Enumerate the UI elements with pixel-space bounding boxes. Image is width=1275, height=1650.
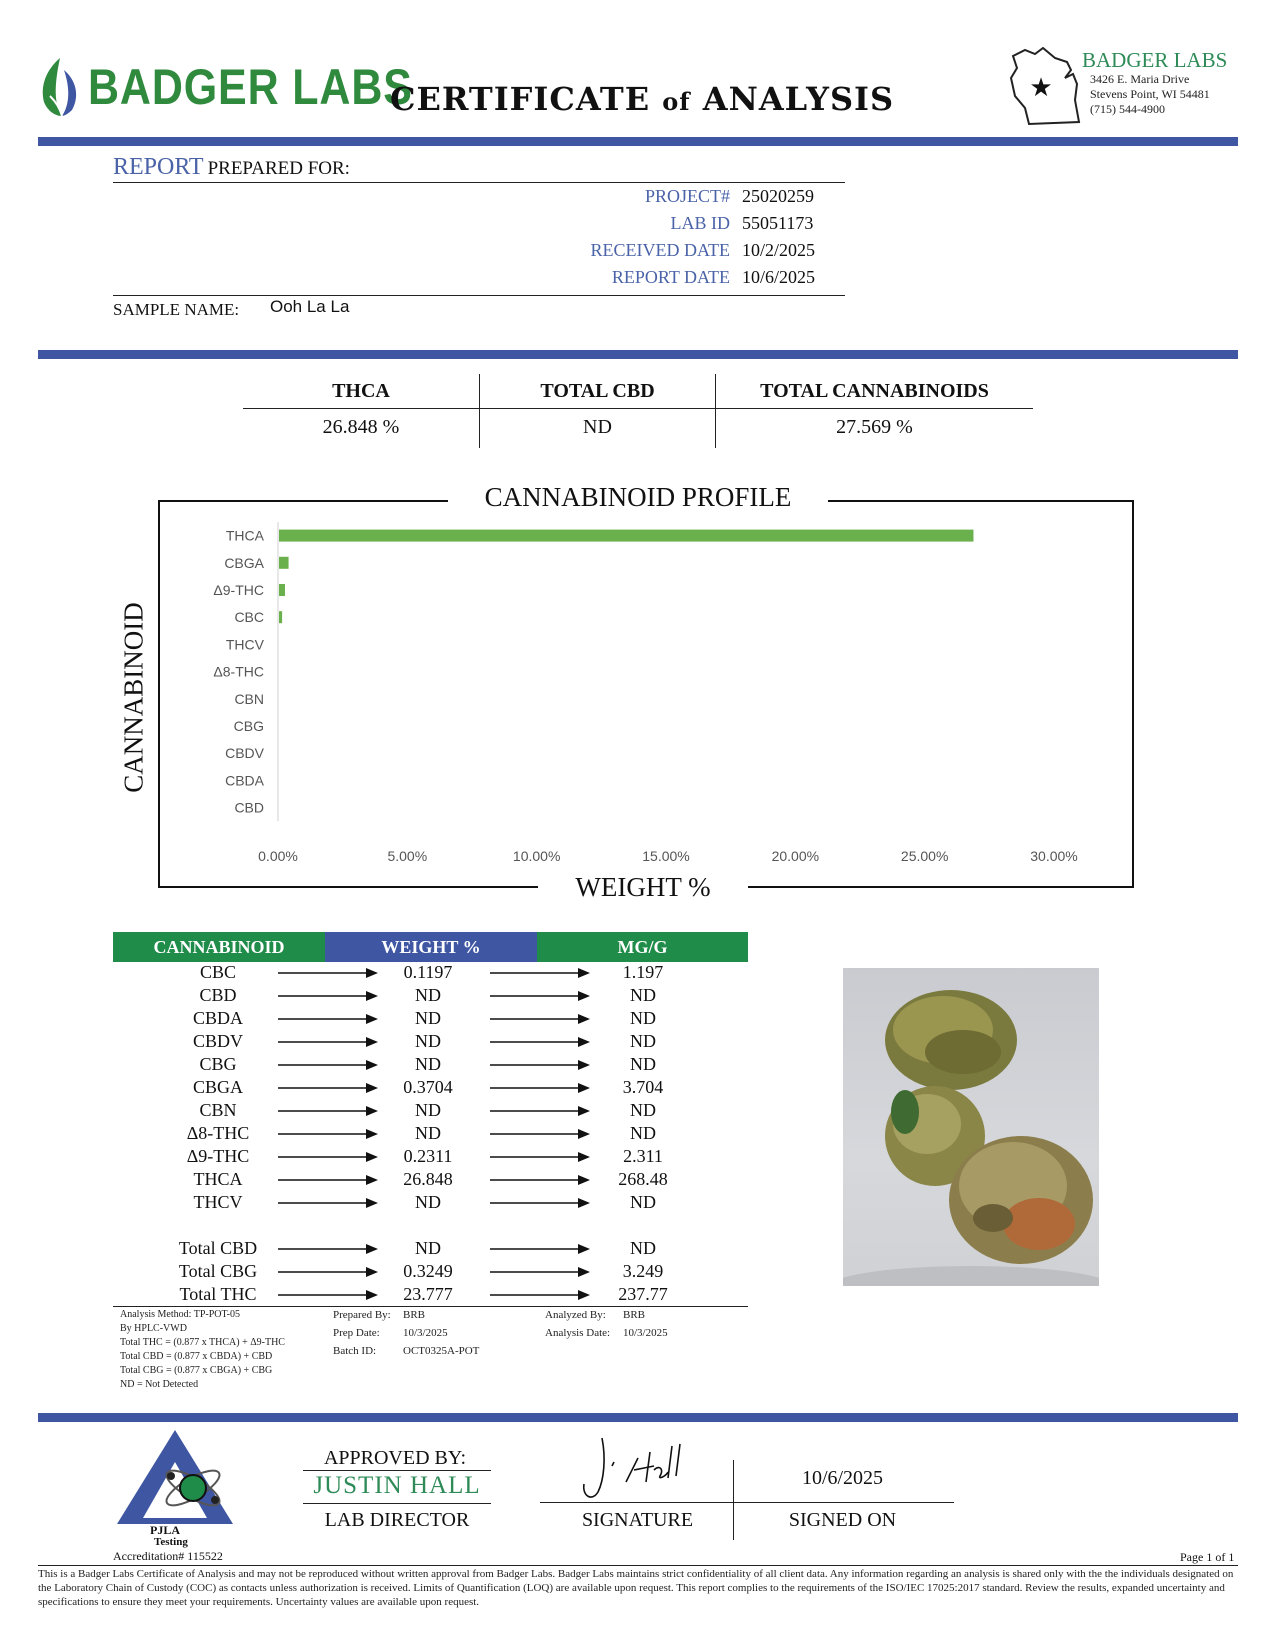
approver-name: JUSTIN HALL <box>313 1472 481 1499</box>
section-divider <box>38 350 1238 359</box>
row-mgg: ND <box>630 1054 656 1074</box>
row-mgg: 3.704 <box>622 1077 664 1097</box>
arrow-icon <box>490 1265 590 1279</box>
summary-total-header: TOTAL CANNABINOIDS <box>760 380 989 402</box>
x-tick-label: 0.00% <box>258 848 298 865</box>
fields-underline <box>113 295 845 296</box>
analysis-date-label: Analysis Date: <box>545 1327 611 1339</box>
th-weight: WEIGHT % <box>325 932 537 962</box>
method-line: Total CBD = (0.877 x CBDA) + CBD <box>120 1351 273 1362</box>
arrow-icon <box>278 1196 378 1210</box>
prepared-label: PREPARED FOR: <box>207 158 350 179</box>
row-weight: 0.1197 <box>403 962 453 982</box>
arrow-icon <box>278 1058 378 1072</box>
summary-table <box>243 374 1033 448</box>
svg-text:★: ★ <box>1029 73 1053 103</box>
row-cannabinoid: Total CBD <box>178 1238 258 1258</box>
row-mgg: ND <box>630 1238 656 1258</box>
title-part-certificate: CERTIFICATE <box>390 80 651 118</box>
received-date-value: 10/2/2025 <box>742 240 816 260</box>
cannabis-bud-image <box>843 968 1099 1286</box>
row-cannabinoid: CBDV <box>192 1031 243 1051</box>
row-cannabinoid: CBC <box>199 962 237 982</box>
arrow-icon <box>490 1104 590 1118</box>
analyzed-by-label: Analyzed By: <box>545 1309 606 1321</box>
arrow-icon <box>490 1012 590 1026</box>
report-date-label: REPORT DATE <box>611 267 730 287</box>
bar-cbga <box>279 557 289 569</box>
pjla-sub: Testing <box>154 1536 188 1548</box>
method-line: ND = Not Detected <box>120 1379 199 1390</box>
arrow-icon <box>278 966 378 980</box>
sample-name-label: SAMPLE NAME: <box>113 300 240 319</box>
signature-divider <box>733 1460 734 1540</box>
analyzed-by-value: BRB <box>623 1309 646 1321</box>
th-mgg: MG/G <box>537 932 748 962</box>
pjla-triangle-icon <box>115 1428 235 1536</box>
row-mgg: 2.311 <box>623 1146 663 1166</box>
title-part-of: of <box>662 87 691 116</box>
row-cannabinoid: Total CBG <box>178 1261 258 1281</box>
arrow-icon <box>278 1081 378 1095</box>
row-mgg: ND <box>630 1123 656 1143</box>
chart-ylabel: CANNABINOID <box>119 588 150 808</box>
lab-id-label: LAB ID <box>670 213 730 233</box>
table-row <box>113 1054 748 1077</box>
signature-label: SIGNATURE <box>581 1509 694 1531</box>
row-weight: ND <box>415 1031 441 1051</box>
signature-image <box>580 1436 710 1504</box>
table-row <box>113 1169 748 1192</box>
table-row <box>113 962 748 985</box>
analysis-method-notes <box>120 1308 285 1392</box>
row-cannabinoid: CBGA <box>192 1077 243 1097</box>
row-weight: 23.777 <box>403 1284 453 1304</box>
summary-thca-header: THCA <box>332 380 390 402</box>
row-cannabinoid: CBG <box>199 1054 237 1074</box>
lab-address <box>1090 72 1210 117</box>
row-weight: 0.3704 <box>403 1077 453 1097</box>
table-row <box>113 1008 748 1031</box>
chart-frame <box>159 501 1133 887</box>
y-tick-label: Δ8-THC <box>213 663 264 680</box>
bar--9-thc <box>279 584 285 596</box>
sample-name-value: Ooh La La <box>270 297 350 316</box>
table-row <box>113 1123 748 1146</box>
arrow-icon <box>278 1127 378 1141</box>
arrow-icon <box>278 1012 378 1026</box>
summary-cbd-value: ND <box>583 416 612 438</box>
arrow-icon <box>490 1196 590 1210</box>
table-row <box>113 1100 748 1123</box>
signed-date: 10/6/2025 <box>801 1467 884 1489</box>
row-weight: ND <box>415 1123 441 1143</box>
footer-rule <box>38 1565 1238 1566</box>
lab-name: BADGER LABS <box>1082 48 1228 72</box>
leaf-icon <box>36 56 82 118</box>
x-tick-label: 25.00% <box>900 848 949 865</box>
table-row <box>113 1146 748 1169</box>
summary-total-value: 27.569 % <box>836 416 913 438</box>
prepared-by-value: BRB <box>403 1309 426 1321</box>
y-tick-label: Δ9-THC <box>213 582 264 598</box>
phone: (715) 544-4900 <box>1090 102 1165 116</box>
x-tick-label: 15.00% <box>642 848 690 865</box>
arrow-icon <box>278 1173 378 1187</box>
row-weight: 26.848 <box>403 1169 453 1189</box>
arrow-icon <box>490 1150 590 1164</box>
y-tick-label: THCV <box>225 636 264 653</box>
y-tick-label: CBDA <box>225 772 264 789</box>
y-tick-label: CBGA <box>224 554 264 571</box>
arrow-icon <box>490 1173 590 1187</box>
approver-role: LAB DIRECTOR <box>324 1509 470 1531</box>
address-line2: Stevens Point, WI 54481 <box>1090 87 1210 101</box>
pjla-logo <box>115 1428 235 1536</box>
arrow-icon <box>278 1265 378 1279</box>
row-cannabinoid: Δ9-THC <box>186 1146 250 1166</box>
row-mgg: ND <box>630 1031 656 1051</box>
x-tick-label: 10.00% <box>512 848 561 865</box>
row-cannabinoid: THCA <box>193 1169 243 1189</box>
table-row <box>113 1077 748 1100</box>
lab-id-value: 55051173 <box>742 213 814 233</box>
row-weight: ND <box>415 1100 441 1120</box>
y-tick-label: CBG <box>233 718 264 734</box>
y-tick-label: CBD <box>234 799 264 816</box>
title-part-analysis: ANALYSIS <box>702 80 895 118</box>
row-mgg: 3.249 <box>622 1261 664 1281</box>
approved-rule-bottom <box>303 1503 491 1504</box>
badger-labs-logo <box>36 56 82 118</box>
arrow-icon <box>490 989 590 1003</box>
row-mgg: 1.197 <box>622 962 664 982</box>
chart-svg <box>158 500 1134 888</box>
row-mgg: ND <box>630 1008 656 1028</box>
arrow-icon <box>490 1288 590 1302</box>
arrow-icon <box>278 1150 378 1164</box>
arrow-icon <box>490 1081 590 1095</box>
row-cannabinoid: THCV <box>193 1192 243 1212</box>
report-label: REPORT <box>113 154 204 180</box>
sample-photo <box>843 968 1099 1286</box>
report-prepared-for <box>113 154 350 181</box>
arrow-icon <box>278 989 378 1003</box>
table-row <box>113 1238 748 1261</box>
pjla-text: PJLA <box>150 1523 180 1537</box>
method-line: Total CBG = (0.877 x CBGA) + CBG <box>120 1365 273 1376</box>
method-line: By HPLC-VWD <box>120 1323 187 1334</box>
chart-xlabel: WEIGHT % <box>538 872 748 903</box>
document-title <box>390 80 894 118</box>
summary-thca-value: 26.848 % <box>322 416 400 438</box>
row-weight: 0.2311 <box>403 1146 453 1166</box>
row-weight: 0.3249 <box>403 1261 453 1281</box>
table-row <box>113 1261 748 1284</box>
footer-disclaimer: This is a Badger Labs Certificate of Analysis and may not be reproduced without written approval from Badger Labs. Badger Labs maintains strict confidentiality of all client data. Any information regarding an analysis is shared only with the the individuals designated on the Laboratory Chain of Custody (COC) as contacts unless authorization is received. Limits of Quantification (LOQ) are available upon request. This report complies to the requirements of the ISO/IEC 17025:2017 standard. Review the results, expanded uncertainty and specifications to ensure they meet your requirements. Uncertainty values are available upon request. <box>38 1568 1234 1608</box>
prepared-by-label: Prepared By: <box>333 1309 391 1321</box>
prepared-underline <box>113 182 845 183</box>
report-date-value: 10/6/2025 <box>742 267 816 287</box>
table-row <box>113 985 748 1008</box>
wisconsin-map-icon <box>1005 44 1083 126</box>
y-tick-label: CBN <box>234 690 264 707</box>
received-date-label: RECEIVED DATE <box>590 240 730 260</box>
arrow-icon <box>490 1127 590 1141</box>
y-tick-label: THCA <box>225 527 264 544</box>
row-weight: ND <box>415 1238 441 1258</box>
method-line: Analysis Method: TP-POT-05 <box>120 1309 241 1320</box>
row-mgg: 237.77 <box>618 1284 668 1304</box>
approval-divider <box>38 1413 1238 1422</box>
prep-date-value: 10/3/2025 <box>403 1327 448 1339</box>
summary-rule <box>243 408 1033 409</box>
approved-by-label: APPROVED BY: <box>323 1447 467 1469</box>
table-row <box>113 1192 748 1215</box>
x-tick-label: 5.00% <box>387 848 428 865</box>
x-tick-label: 20.00% <box>771 848 820 865</box>
arrow-icon <box>490 1035 590 1049</box>
arrow-icon <box>490 1242 590 1256</box>
table-row <box>113 1031 748 1054</box>
cannabinoid-chart <box>118 482 1134 902</box>
y-tick-label: CBC <box>234 609 264 626</box>
batch-id-label: Batch ID: <box>333 1345 377 1357</box>
arrow-icon <box>278 1288 378 1302</box>
y-tick-label: CBDV <box>225 745 264 762</box>
row-weight: ND <box>415 1008 441 1028</box>
row-mgg: 268.48 <box>618 1169 668 1189</box>
table-row <box>113 1284 748 1307</box>
arrow-icon <box>278 1242 378 1256</box>
arrow-icon <box>278 1035 378 1049</box>
batch-id-value: OCT0325A-POT <box>403 1345 480 1357</box>
bar-thca <box>279 530 973 542</box>
arrow-icon <box>278 1104 378 1118</box>
accreditation: Accreditation# 115522 <box>113 1549 223 1563</box>
x-tick-label: 30.00% <box>1030 848 1078 865</box>
summary-cbd-header: TOTAL CBD <box>540 380 655 402</box>
arrow-icon <box>490 966 590 980</box>
table-bottom-rule <box>113 1306 748 1307</box>
analysis-date-value: 10/3/2025 <box>623 1327 668 1339</box>
row-mgg: ND <box>630 1100 656 1120</box>
bar-cbc <box>279 611 282 623</box>
th-cannabinoid: CANNABINOID <box>113 932 325 962</box>
row-mgg: ND <box>630 1192 656 1212</box>
row-weight: ND <box>415 1192 441 1212</box>
address-line1: 3426 E. Maria Drive <box>1090 72 1190 86</box>
page-number: Page 1 of 1 <box>1180 1550 1235 1564</box>
arrow-icon <box>490 1058 590 1072</box>
row-weight: ND <box>415 1054 441 1074</box>
header-divider <box>38 137 1238 146</box>
project-label: PROJECT# <box>644 186 730 206</box>
row-mgg: ND <box>630 985 656 1005</box>
row-cannabinoid: Δ8-THC <box>186 1123 250 1143</box>
logo-text: BADGER LABS <box>88 59 413 115</box>
signature-line <box>540 1502 954 1503</box>
signed-on-label: SIGNED ON <box>788 1509 897 1531</box>
approved-rule-top <box>303 1470 491 1471</box>
row-cannabinoid: Total THC <box>179 1284 257 1304</box>
prep-date-label: Prep Date: <box>333 1327 380 1339</box>
row-weight: ND <box>415 985 441 1005</box>
row-cannabinoid: CBDA <box>192 1008 243 1028</box>
chart-title: CANNABINOID PROFILE <box>448 482 828 513</box>
row-cannabinoid: CBD <box>199 985 237 1005</box>
row-cannabinoid: CBN <box>199 1100 237 1120</box>
method-line: Total THC = (0.877 x THCA) + Δ9-THC <box>120 1337 285 1348</box>
project-value: 25020259 <box>742 186 814 206</box>
